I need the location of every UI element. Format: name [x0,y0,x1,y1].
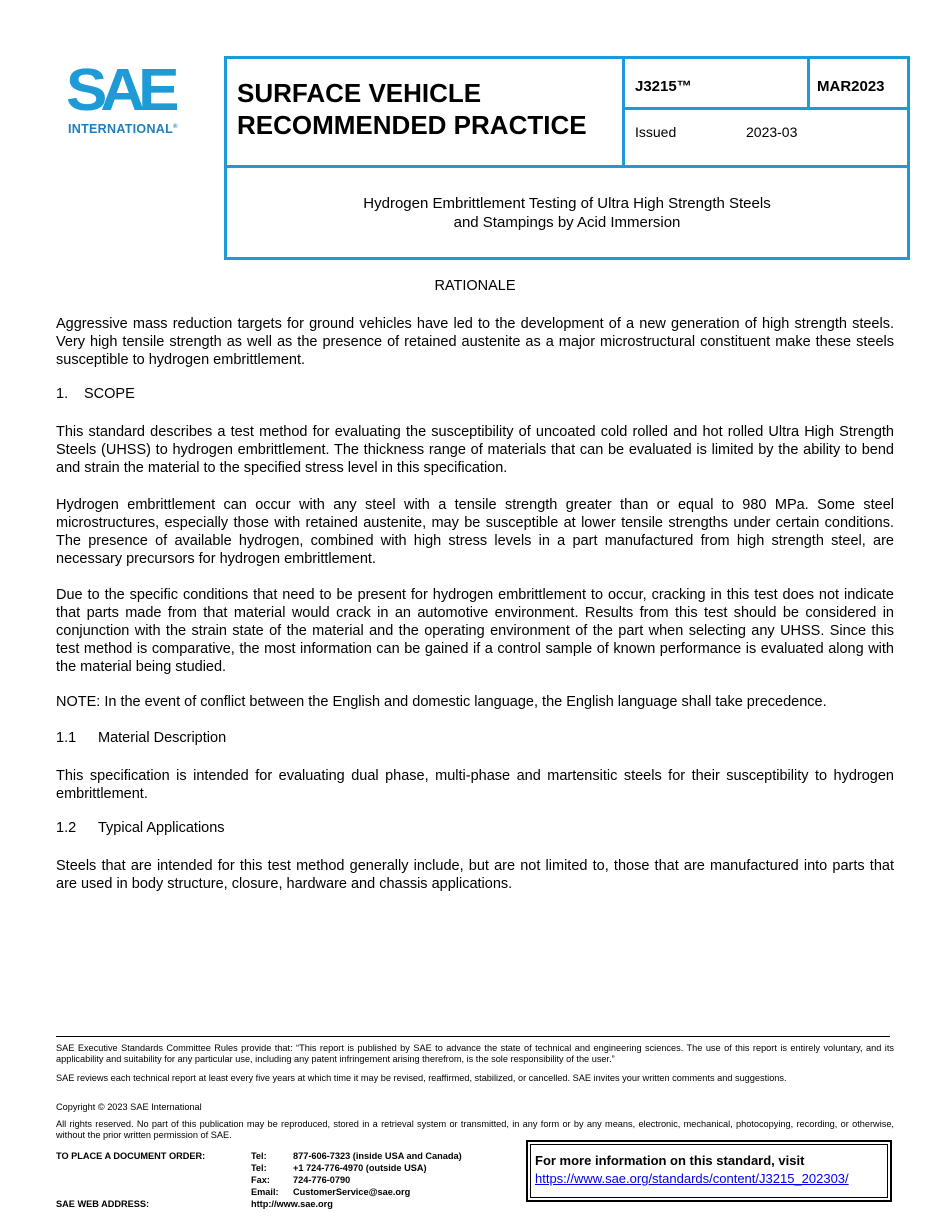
divider [807,59,810,109]
contact-row: Email: CustomerService@sae.org [251,1187,411,1197]
logo-mark: SAE [66,57,173,124]
contact-row: Tel: 877-606-7323 (inside USA and Canada) [251,1151,462,1161]
scope-paragraph-2: Hydrogen embrittlement can occur with any steel with a tensile strength greater than or equal to 980 MPa. Some steel microstructures, especially those with retained austenite, may be susceptible at lower tensile strengths under certain conditions. The presence of available hydrogen, combined with high stress levels in a part manufactured from high strength steel, are necessary precursors for hydrogen embrittlement. [56,497,894,567]
footer-rule [56,1036,890,1037]
web-address[interactable]: http://www.sae.org [251,1199,333,1209]
document-title: Hydrogen Embrittlement Testing of Ultra High Strength Steels and Stampings by Acid Immersion [363,195,771,231]
section-1-heading: 1. SCOPE [56,386,135,402]
order-label: TO PLACE A DOCUMENT ORDER: [56,1151,206,1161]
contact-row: Fax: 724-776-0790 [251,1175,351,1185]
date-code: MAR2023 [817,78,885,95]
section-1-2-paragraph: Steels that are intended for this test method generally include, but are not limited to, those that are manufactured into parts that are used in body structure, closure, hardware and chassis applications. [56,858,894,892]
divider [622,107,907,110]
header-box [224,56,910,260]
note-paragraph: NOTE: In the event of conflict between the English and domestic language, the English language shall take precedence. [56,694,827,710]
document-id: J3215™ [635,78,692,95]
contact-row: Tel: +1 724-776-4970 (outside USA) [251,1163,427,1173]
standard-link[interactable]: https://www.sae.org/standards/content/J3215_202303/ [535,1171,849,1186]
issued-label: Issued [635,124,677,140]
scope-paragraph-1: This standard describes a test method for evaluating the susceptibility of uncoated cold rolled and hot rolled Ultra High Strength Steels (UHSS) to hydrogen embrittlement. The thickness range of materials that can be evaluated is limited by the ability to bend and strain the material to the specified stress level in this specification. [56,424,894,476]
sae-logo [66,57,192,140]
web-label: SAE WEB ADDRESS: [56,1199,150,1209]
logo-subtitle: INTERNATIONAL® [68,122,178,136]
scope-paragraph-3: Due to the specific conditions that need to be present for hydrogen embrittlement to occur, cracking in this test does not indicate that parts made from that material would crack in an automotive environment. Results from this test should be considered in conjunction with the strain state of the material and the operating environment of the part when selecting any UHSS. Since this test method is comparative, the most information can be gained if a control sample of known performance is evaluated along with the material being studied. [56,587,894,675]
issued-value: 2023-03 [746,124,798,140]
section-1-1-heading: 1.1 Material Description [56,730,227,746]
rights-text: All rights reserved. No part of this publication may be reproduced, stored in a retrieval system or transmitted, in any form or by any means, electronic, mechanical, photocopying, recording, or otherwise, without the prior written permission of SAE. [56,1119,894,1140]
review-text: SAE reviews each technical report at least every five years at which time it may be revised, reaffirmed, stabilized, or cancelled. SAE invites your written comments and suggestions. [56,1073,787,1083]
divider [622,59,625,167]
section-1-1-paragraph: This specification is intended for evaluating dual phase, multi-phase and martensitic steels for their susceptibility to hydrogen embrittlement. [56,768,894,802]
committee-rules-text: SAE Executive Standards Committee Rules provide that: “This report is published by SAE to advance the state of technical and engineering sciences. The use of this report is entirely voluntary, and its applicability and suitability for any particular use, including any patent infringement arising therefrom, is the sole responsibility of the user.” [56,1043,894,1064]
divider [227,165,907,168]
document-type: SURFACE VEHICLE RECOMMENDED PRACTICE [237,78,587,140]
more-info-title: For more information on this standard, visit [535,1153,805,1168]
rationale-heading: RATIONALE [434,278,516,294]
more-info-box [526,1140,892,1202]
rationale-paragraph: Aggressive mass reduction targets for ground vehicles have led to the development of a new generation of high strength steels. Very high tensile strength as well as the presence of retained austenite as a major microstructural constituent make these steels susceptible to hydrogen embrittlement. [56,316,894,368]
section-1-2-heading: 1.2 Typical Applications [56,820,225,836]
copyright: Copyright © 2023 SAE International [56,1102,202,1112]
contact-block [251,1150,462,1210]
